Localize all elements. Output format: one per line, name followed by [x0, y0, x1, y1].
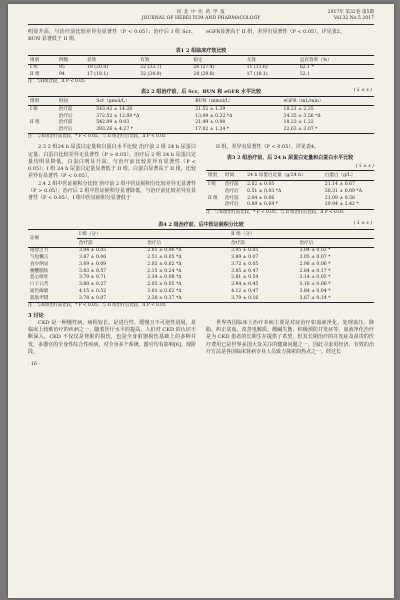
table-row: [28, 120, 374, 127]
discussion-left: CKD 是一种慢性病，病程较长，是进行性、缓慢且不可逆性进展，是临床上较难治疗的疾病之一，随着医疗水平的提高，人们对 CKD 的认识不断深入，CKD 不仅仅是肾脏的损伤，也是全身脏器损伤基础上的多种并发，多器官的全身性综合性疾病，对全身多个系统、器官均有影响[6]。现阶段，: [28, 319, 196, 356]
table-row: [28, 71, 374, 78]
table-cell: 食少纳呆: [30, 261, 49, 267]
table-cell: 恶心呕吐: [30, 275, 49, 281]
table-cell: 3.18 ± 0.06 *: [299, 282, 331, 288]
table-row: [206, 195, 374, 202]
table-cell: 治疗前: [58, 106, 73, 112]
section-2-3: 2.3 2 组24 h 尿蛋白定量和白蛋白水平比较 治疗前 2 组 24 h 尿蛋白定量、白蛋白比较差异无显著性（P > 0.05），治疗后 2 组 24 h 尿蛋白定量均明显降低，白蛋白明显升高，与治疗前比较差异有显著性（P < 0.05）；I 组 24 h 尿蛋白定量显著低于 II 组，白蛋白显著高于 II 组，比较差异有显著性（P < 0.05）。: [28, 144, 196, 180]
table-cell: 542.89 ± 9.03: [96, 120, 130, 126]
table-cell: 32 (34.0): [140, 71, 162, 77]
table-cell: 3.89 ± 0.07: [231, 254, 259, 260]
table-row: [206, 181, 374, 188]
table-cell: 4.15 ± 0.52: [78, 288, 107, 294]
table-cell: I 组: [30, 65, 38, 71]
issue-info: [328, 10, 374, 22]
table4-unit: ( x̄ ± s ): [353, 220, 372, 226]
mid-right-text: II 组，差异有显著性（P < 0.05）。详见表4。: [216, 144, 320, 151]
intro-left: 明显升高，与治疗前比较差异有显著性（P < 0.05）；治疗后 I 组 Scr、BUN 显著低于 II 组，: [28, 29, 196, 43]
table-cell: 3.78 ± 0.07: [78, 295, 107, 301]
table-cell: 2.15 ± 0.24 *Δ: [147, 268, 182, 274]
table2-header-3: BUN（mmol/L）: [193, 97, 281, 106]
table-cell: 13.09 ± 0.32 *Δ: [195, 113, 233, 119]
table-cell: 3.81 ± 0.54: [231, 275, 259, 281]
discussion-right: 世界各国临床上治疗本病主要是对症治疗如血液净化、处理血压、降脂、纠正贫血、改善电解质、酸碱失衡、积极预防并发症等，血液净化治疗是为 CKD 患者的长期生存提供了希望，但其长期治疗的并发症及昂贵的医疗费用已是世界多国大众关注的健康问题之一，因此寻求更经济、有效的治疗方法是各国临床肾病专业人员致力探索的热点之一。经过长: [206, 319, 374, 356]
table4-caption: 表4 2 组治疗前、后中医证候积分比较 ( x̄ ± s ): [158, 220, 372, 228]
table4-head-group1: I 组（分）: [77, 229, 229, 238]
table-row: [28, 268, 374, 275]
table-cell: 543.43 ± 14.28: [96, 106, 133, 112]
table-cell: 倦怠乏力: [30, 248, 49, 254]
mid-left: [28, 144, 196, 217]
table-cell: 17 (18.1): [246, 71, 268, 77]
table-row: [28, 127, 374, 134]
table1-caption: 表1 2 组临床疗效比较: [175, 47, 227, 54]
table-row: [28, 261, 374, 268]
table-cell: 口干口苦: [30, 282, 49, 288]
table-cell: 18.23 ± 1.22: [283, 120, 314, 126]
table-cell: 治疗前: [224, 195, 239, 201]
table1: [28, 55, 374, 80]
section-2-4: 2.4 2 组中医证候积分比较 治疗前 2 组中医证候积分比较差异无显著性（P > 0.05）；治疗后 2 组中医证候积分显著降低，与治疗前比较差异有显著性（P < 0.05），I 组中医证候积分显著低于: [28, 180, 196, 202]
table-row: [28, 275, 374, 282]
table4-sub-before-2: 治疗前: [229, 238, 297, 247]
table1-header-2: 显效: [85, 55, 138, 64]
table2-note: 注：与本组治疗前比较，* P < 0.05；与 II 组治疗后比较，Δ P < 0.05: [28, 134, 166, 140]
table-cell: 面色晦暗: [30, 288, 49, 294]
table-row: [206, 202, 374, 209]
table-cell: 气短懒言: [30, 254, 49, 260]
table2-header-0: 组别: [28, 97, 57, 106]
table2-header-4: eGFR（mL/min）: [282, 97, 374, 106]
table-cell: 3.72 ± 0.05: [231, 261, 259, 267]
table-cell: 肌肤甲错: [30, 295, 49, 301]
table4-head-group2: II 组（分）: [229, 229, 374, 238]
table-cell: 26 (27.4): [193, 65, 215, 71]
table-cell: 372.52 ± 12.09 *Δ: [96, 113, 140, 119]
table4-sub-after-2: 治疗后: [297, 238, 374, 247]
table-cell: 2.04 ± 0.06: [247, 195, 275, 201]
discussion-heading: 3 讨论: [28, 312, 44, 319]
table-cell: 52.1: [299, 71, 311, 77]
table-cell: 3.85 ± 0.47: [231, 268, 259, 274]
table2-caption: 表2 2 组治疗前、后 Scr、BUN 和 eGFR 水平比较 ( x̄ ± s ): [140, 88, 372, 96]
table-cell: II 组: [30, 71, 40, 77]
table-cell: 3.67 ± 0.14 *: [299, 295, 331, 301]
table-cell: 治疗前: [58, 120, 73, 126]
table4-block: [28, 221, 374, 309]
table-cell: 2.98 ± 0.06 *: [299, 261, 331, 267]
table3: [206, 170, 374, 209]
table-row: [28, 113, 374, 120]
table-cell: 2.02 ± 0.05: [247, 182, 275, 188]
table-row: [28, 64, 374, 71]
table-cell: II 组: [30, 120, 40, 126]
table-cell: II 组: [208, 195, 218, 201]
intro-columns: [28, 29, 374, 44]
mid-columns: [28, 144, 374, 217]
table-cell: 2.03 ± 0.02 *Δ: [147, 261, 182, 267]
table-cell: 0.89 ± 0.04 *: [247, 202, 279, 208]
table3-unit: ( x̄ ± s ): [355, 163, 374, 169]
table-cell: 29.94 ± 2.42 *: [324, 202, 359, 208]
table1-header-3: 有效: [138, 55, 191, 64]
table3-header-2: 24 h 尿蛋白定量（g/24 h）: [245, 171, 323, 181]
table-cell: 3.01 ± 0.62 *Δ: [147, 288, 182, 294]
discussion-columns: [28, 320, 374, 356]
table-cell: 21.52 ± 1.39: [195, 106, 226, 112]
table1-header-4: 稳定: [191, 55, 244, 64]
table-cell: 腰酸腿软: [30, 268, 49, 274]
table-cell: 21.14 ± 0.67: [324, 182, 355, 188]
table4-sub-before-1: 治疗前: [77, 238, 145, 247]
table-cell: 11 (11.6): [246, 65, 268, 71]
table1-header-1: 例数: [57, 55, 85, 64]
table-cell: 2.34 ± 0.08 *Δ: [147, 275, 182, 281]
table-cell: 38.31 ± 0.09 *Δ: [324, 188, 363, 194]
table-row: [28, 295, 374, 302]
table-row: [28, 254, 374, 261]
intro-right: eGFR显著高于 II 组，差异有显著性（P < 0.05）。详见表2。: [206, 29, 345, 35]
header-rule: [28, 24, 374, 25]
table-cell: 3.69 ± 0.09: [78, 261, 107, 267]
issue-cn: 2017年 第32卷 第5期: [327, 10, 374, 15]
table-cell: 34.35 ± 3.56 *Δ: [283, 113, 321, 119]
table-cell: 32 (33.7): [140, 65, 162, 71]
table-cell: 2.38 ± 0.37 *Δ: [147, 295, 182, 301]
table3-note: 注：与本组治疗前比较，* P < 0.05；与 II 组治疗后比较，Δ P < 0.05: [206, 209, 344, 215]
table4-head-syndrome: 证候: [28, 229, 77, 247]
table-cell: 3.80 ± 0.27: [78, 282, 107, 288]
table-cell: 28 (29.8): [193, 71, 215, 77]
table1-block: [28, 47, 374, 86]
journal-title-en: JOURNAL OF HEBEI TCM AND PHARMACOLOGY: [141, 16, 261, 21]
table-cell: 2.84 ± 0.17 *: [299, 268, 331, 274]
table2-unit: ( x̄ ± s ): [353, 88, 372, 94]
table-cell: 4.12 ± 0.47: [231, 288, 259, 294]
table-cell: 3.94 ± 0.05: [78, 248, 107, 254]
table-cell: 3.05 ± 0.07 *: [299, 254, 331, 260]
journal-page: [8, 4, 394, 598]
table-cell: [206, 188, 223, 195]
running-header: [28, 10, 374, 22]
table-cell: 95: [58, 65, 65, 71]
table2: [28, 96, 374, 134]
issue-en: Vol.32 No.5 2017: [333, 16, 374, 21]
table3-caption: 表3 2 组治疗前、后 24 h 尿蛋白定量和白蛋白水平比较: [226, 154, 354, 161]
table2-header-1: 时间: [57, 97, 94, 106]
table1-header-6: 总有效率（%）: [298, 55, 374, 64]
table-cell: I 组: [208, 182, 216, 188]
table-cell: 3.84 ± 0.04 *: [299, 288, 331, 294]
table-cell: 治疗后: [224, 202, 239, 208]
table-cell: 3.84 ± 0.45: [231, 282, 259, 288]
table-row: [28, 288, 374, 295]
table4-sub-after-1: 治疗后: [145, 238, 229, 247]
table-cell: 2.05 ± 0.05 *Δ: [147, 282, 182, 288]
journal-title-cn: 河 北 中 医 药 学 报: [176, 10, 226, 15]
table-cell: 62.1 *: [299, 65, 314, 71]
table-cell: 393.26 ± 4.27 *: [96, 127, 134, 133]
table-cell: 94: [58, 71, 65, 77]
table-cell: 3.83 ± 0.57: [78, 268, 107, 274]
table4: [28, 229, 374, 303]
table-cell: 治疗前: [224, 182, 239, 188]
table-cell: 3.14 ± 0.05 *: [299, 275, 331, 281]
table-cell: [206, 202, 223, 209]
table-cell: 21.09 ± 0.58: [324, 195, 355, 201]
table3-header-0: 组别: [206, 171, 223, 181]
table2-block: [28, 88, 374, 140]
table-cell: 3.95 ± 0.05: [231, 248, 259, 254]
table2-header-2: Scr（μmol/L）: [94, 97, 193, 106]
table-cell: 19 (20.0): [86, 65, 109, 71]
table4-note: 注：与本组治疗前比较，* P < 0.05；与 II 组治疗后比较，Δ P < 0.05: [28, 302, 166, 308]
table-cell: 0.51 ± 0.03 *Δ: [247, 188, 282, 194]
page-number: · 16 ·: [28, 362, 40, 368]
table-cell: 2.51 ± 0.05 *Δ: [147, 254, 182, 260]
table1-header-5: 无效: [245, 55, 298, 64]
table1-note: 注：与II组比较，Δ P < 0.05: [28, 79, 85, 85]
table-cell: [28, 113, 57, 120]
table-cell: [28, 127, 57, 134]
table1-header-0: 组别: [28, 55, 57, 64]
table-cell: 3.87 ± 0.06: [78, 254, 107, 260]
table3-header-1: 时间: [223, 171, 245, 181]
table-cell: 治疗后: [224, 188, 239, 194]
table-row: [28, 247, 374, 254]
table-cell: 2.01 ± 0.06 *Δ: [147, 248, 182, 254]
table-cell: 治疗后: [58, 127, 73, 133]
table-cell: 3.79 ± 0.71: [78, 275, 107, 281]
table-cell: 21.49 ± 0.98: [195, 120, 226, 126]
table-row: [28, 106, 374, 113]
table-cell: 3.04 ± 0.03 *: [299, 248, 331, 254]
table-cell: I 组: [30, 106, 38, 112]
table-cell: 17.02 ± 1.24 *: [195, 127, 230, 133]
table-row: [28, 282, 374, 289]
table-cell: 3.79 ± 0.16: [231, 295, 259, 301]
table-cell: 18.21 ± 2.35: [283, 106, 314, 112]
table-cell: 17 (18.1): [86, 71, 109, 77]
table-row: [206, 188, 374, 195]
mid-right: [206, 144, 374, 217]
table-cell: 22.63 ± 3.07 *: [283, 127, 318, 133]
table3-header-3: 白蛋白（g/L）: [323, 171, 374, 181]
table-cell: 治疗后: [58, 113, 73, 119]
